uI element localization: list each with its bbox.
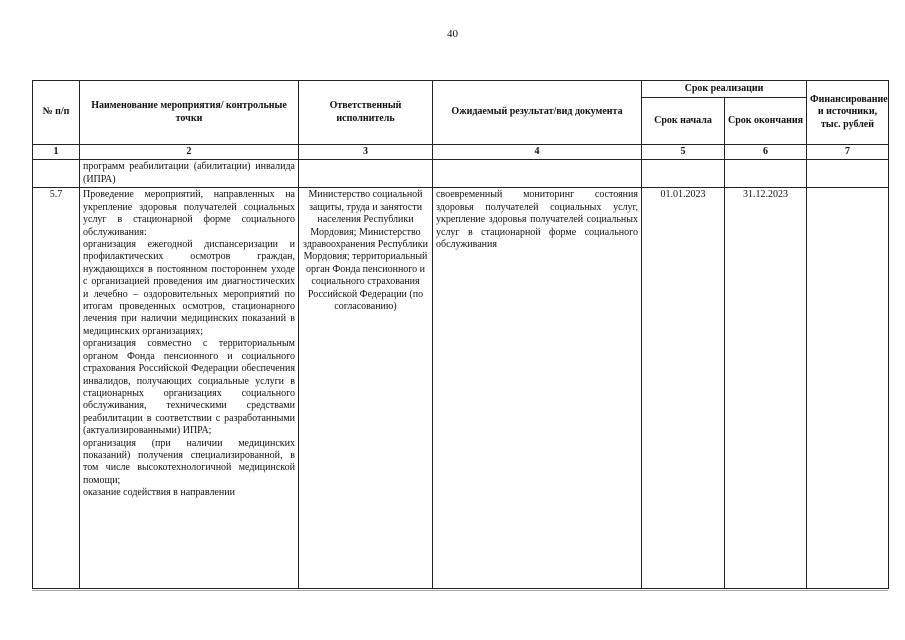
header-row-1 [33,81,889,98]
continuation-result-cell [433,160,642,188]
column-number: 6 [725,145,807,160]
measure-name-cell [80,188,299,589]
table-row [33,188,889,589]
measure-paragraph: оказание содействия в направлении [83,487,235,499]
page-number: 40 [447,28,458,40]
continuation-row [33,160,889,188]
header-period: Срок реализации [642,81,807,98]
row-number: 5.7 [33,188,80,589]
column-number: 3 [299,145,433,160]
continuation-num-cell [33,160,80,188]
column-number: 5 [642,145,725,160]
measures-table [32,80,889,589]
header-start: Срок начала [642,98,725,145]
column-number: 7 [807,145,889,160]
continuation-name-cell: программ реабилитации (абилитации) инвалида (ИПРА) [80,160,299,188]
start-date-cell: 01.01.2023 [642,188,725,589]
continuation-executor-cell [299,160,433,188]
measure-paragraph: организация совместно с территориальным органом Фонда пенсионного и социального страхования Российской Федерации обеспечения инвалидов, получающих социальные услуги в стационарных организациях социального обслуживания, техническими средствами реабилитации в соответствии с разработанными (актуализированными) ИПРА; [83,338,295,437]
continuation-end-cell [725,160,807,188]
measure-paragraph: организация (при наличии медицинских показаний) получения специализированной, в том числе высокотехнологичной медицинской помощи; [83,437,295,486]
continuation-start-cell [642,160,725,188]
header-num: № п/п [33,81,80,145]
header-end: Срок окончания [725,98,807,145]
column-number: 2 [80,145,299,160]
column-numbers-row [33,145,889,160]
end-date-cell: 31.12.2023 [725,188,807,589]
continuation-finance-cell [807,160,889,188]
measure-paragraph: организация ежегодной диспансеризации и профилактических осмотров граждан, нуждающихся в постоянном постороннем уходе с организацией проведения им диагностических и лечебно – оздоровительных мероприятий по итогам проведенных осмотров, стационарного лечения при наличии медицинских показаний в медицинских организациях; [83,239,295,337]
executor-cell: Министерство социальной защиты, труда и занятости населения Республики Мордовия; Министерство здравоохранения Республики Мордовия; территориальный орган Фонда пенсионного и социального страхования Российской Федерации (по согласованию) [299,188,433,589]
header-finance: Финансирование и источники, тыс. рублей [807,81,889,145]
column-number: 1 [33,145,80,160]
column-number: 4 [433,145,642,160]
header-name: Наименование мероприятия/ контрольные точки [80,81,299,145]
header-executor: Ответственный исполнитель [299,81,433,145]
finance-cell [807,188,889,589]
result-cell: своевременный мониторинг состояния здоровья получателей социальных услуг, укрепление здоровья получателей социальных услуг в стационарной форме социального обслуживания [433,188,642,589]
scan-edge-line [32,590,888,591]
header-result: Ожидаемый результат/вид документа [433,81,642,145]
measure-paragraph: Проведение мероприятий, направленных на укрепление здоровья получателей социальных услуг в стационарной форме социального обслуживания: [83,189,295,238]
